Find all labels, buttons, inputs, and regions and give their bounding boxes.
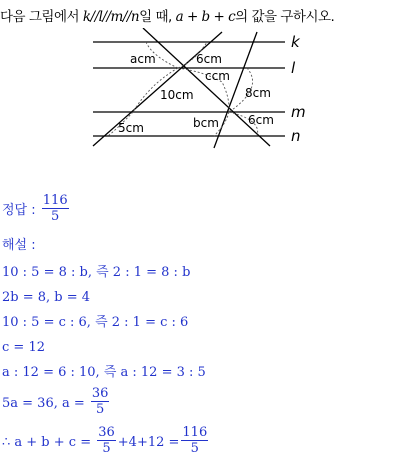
solution-line-7 [2,425,210,457]
fraction-a-denominator: 5 [96,402,105,417]
segment-label-6cm-bottom: 6cm [248,113,274,127]
problem-relation: k//l//m//n [82,9,140,25]
solution-line-2: 2b = 8, b = 4 [2,290,91,305]
parallel-lines-figure [0,28,400,156]
problem-expression: a + b + c [175,9,236,25]
fraction-sum-a [97,426,116,455]
segment-label-c: ccm [205,69,230,83]
segment-label-6cm-top: 6cm [196,52,222,66]
segment-label-5cm: 5cm [118,121,144,135]
problem-prefix: 다음 그림에서 [0,9,83,25]
answer-numerator: 116 [42,193,68,208]
solution-line-6 [2,386,111,418]
solution-line-7-prefix: ∴ a + b + c = [2,435,96,450]
label-m: m [291,103,306,121]
solution-line-4: c = 12 [2,340,45,355]
fraction-sum-a-numerator: 36 [98,425,115,440]
problem-suffix: 의 값을 구하시오. [235,9,335,25]
label-n: n [291,127,301,145]
label-k: k [291,33,300,51]
fraction-sum-a-denominator: 5 [102,441,111,456]
answer-fraction [42,194,69,223]
solution-line-3: 10 : 5 = c : 6, 즉 2 : 1 = c : 6 [2,315,189,330]
segment-label-b: bcm [193,116,219,130]
solution-label: 해설 : [2,238,36,253]
fraction-a-numerator: 36 [91,386,109,401]
label-l: l [291,59,296,77]
segment-label-10cm: 10cm [160,88,194,102]
solution-line-6-prefix: 5a = 36, a = [2,396,89,411]
fraction-result-denominator: 5 [190,441,199,456]
solution-line-1: 10 : 5 = 8 : b, 즉 2 : 1 = 8 : b [2,265,191,280]
segment-label-a: acm [130,52,156,66]
fraction-a [91,387,110,416]
problem-middle: 일 때, [139,9,176,25]
fraction-result-numerator: 116 [182,425,208,440]
answer-line [2,193,71,225]
answer-label: 정답 : [2,203,36,218]
problem-statement [0,5,400,25]
fraction-result [181,426,208,455]
answer-denominator: 5 [51,209,60,224]
solution-line-5: a : 12 = 6 : 10, 즉 a : 12 = 3 : 5 [2,365,206,380]
solution-line-7-mid: +4+12 = [117,435,180,450]
segment-label-8cm: 8cm [245,86,271,100]
